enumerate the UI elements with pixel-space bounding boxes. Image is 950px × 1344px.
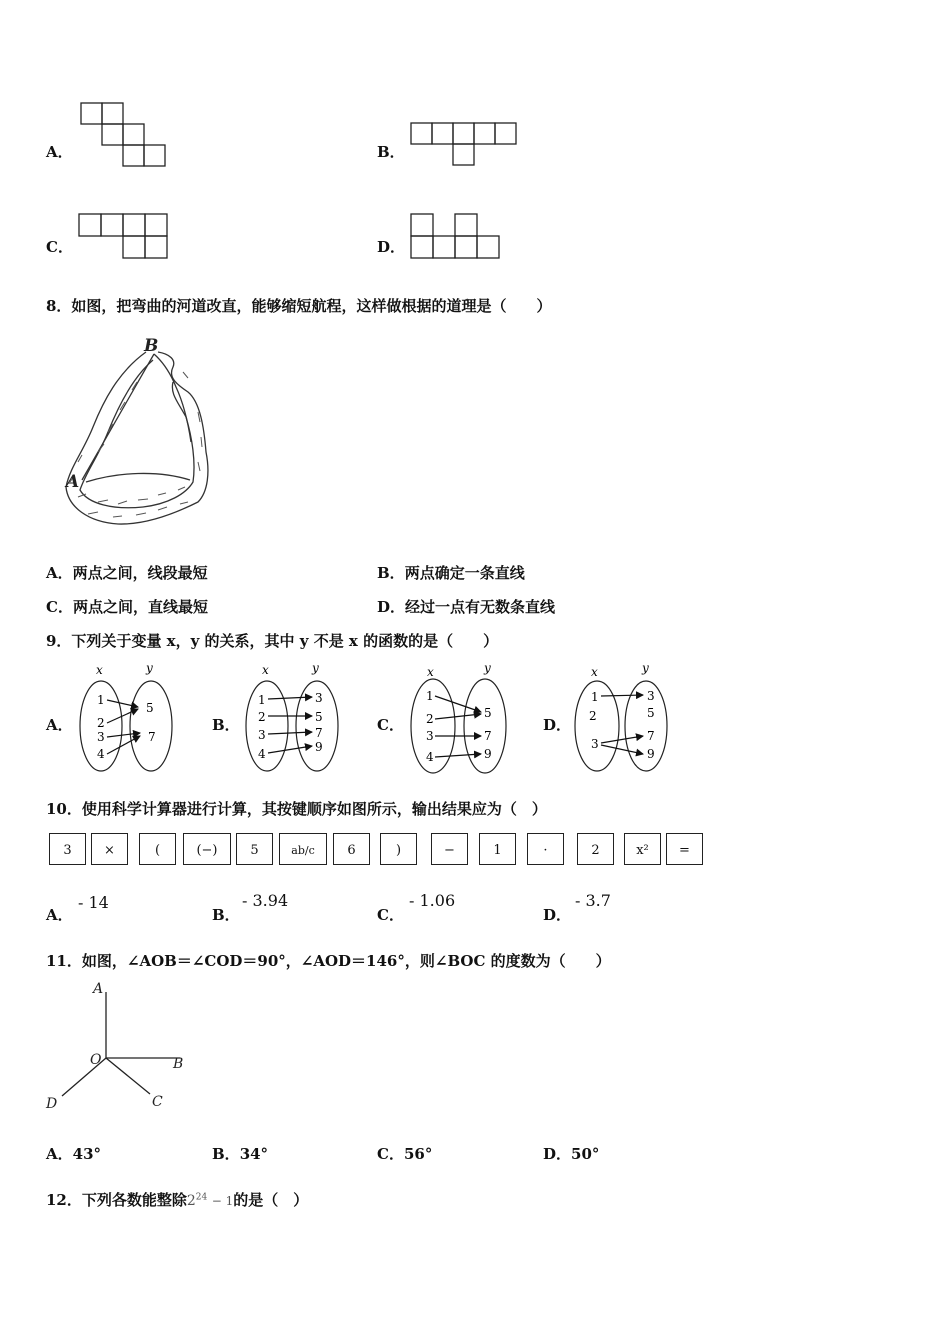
q9-option-c-label: C． <box>377 716 404 734</box>
q9a-left-4: 4 <box>97 747 105 761</box>
calc-key-square[interactable]: x² <box>624 833 661 865</box>
q9b-right-1: 3 <box>315 691 323 705</box>
calc-key-negative[interactable]: (−) <box>183 833 231 865</box>
q12-question <box>46 1189 308 1210</box>
q9-question: 9．下列关于变量 x，y 的关系，其中 y 不是 x 的函数的是（ ） <box>46 632 499 650</box>
q11-option-b-text: 34° <box>239 1145 269 1163</box>
q7-option-d-net <box>408 211 502 261</box>
q9d-right-4: 9 <box>647 747 655 761</box>
q11-label-d: D <box>46 1096 58 1112</box>
q10-option-b-label: B． <box>212 906 240 924</box>
q8-option-b-label: B． <box>377 564 405 582</box>
q9b-right-3: 7 <box>315 726 323 740</box>
q7-option-a-label: A． <box>46 143 73 161</box>
q8-river-figure <box>58 332 218 536</box>
q9a-y-axis: y <box>146 661 153 675</box>
q9d-y-axis: y <box>642 661 649 675</box>
q8-option-d-text: 经过一点有无数条直线 <box>405 598 556 616</box>
calc-key-equals[interactable]: = <box>666 833 703 865</box>
q9-option-c-mapping <box>405 660 511 776</box>
calc-key-decimal[interactable]: · <box>527 833 564 865</box>
q9d-left-2: 2 <box>589 709 597 723</box>
q9a-left-3: 3 <box>97 730 105 744</box>
calc-key-fraction[interactable]: ab/c <box>279 833 327 865</box>
q9d-right-2: 5 <box>647 706 655 720</box>
q8-question: 8．如图，把弯曲的河道改直，能够缩短航程，这样做根据的道理是（ ） <box>46 297 552 315</box>
q9-option-b-label: B． <box>212 716 240 734</box>
q10-option-d-value: - 3.7 <box>575 891 611 910</box>
q9-option-d-mapping <box>571 660 675 776</box>
q9c-x-axis: x <box>427 665 434 679</box>
q8-option-b-text: 两点确定一条直线 <box>404 564 525 582</box>
q11-label-o: O <box>90 1052 102 1068</box>
calc-key-5[interactable]: 5 <box>236 833 273 865</box>
q9b-right-2: 5 <box>315 710 323 724</box>
q9c-right-2: 7 <box>484 729 492 743</box>
q10-option-a-value: - 14 <box>78 893 109 912</box>
q9b-x-axis: x <box>262 663 269 677</box>
q11-option-a-label: A． <box>46 1145 73 1163</box>
q12-expression: $2^{24} - 1$ <box>186 1192 234 1209</box>
q11-option-c-label: C． <box>377 1145 404 1163</box>
q9a-left-2: 2 <box>97 716 105 730</box>
q12-suffix: 的是（ ） <box>233 1191 309 1209</box>
calc-key-multiply[interactable]: × <box>91 833 128 865</box>
calc-key-2[interactable]: 2 <box>577 833 614 865</box>
q11-option-d-text: 50° <box>571 1145 600 1163</box>
q11-label-c: C <box>152 1094 163 1110</box>
calc-key-right-paren[interactable]: ) <box>380 833 417 865</box>
q11-option-c-text: 56° <box>403 1145 433 1163</box>
q9c-left-1: 1 <box>426 689 434 703</box>
q11-option-d-label: D． <box>543 1145 572 1163</box>
q11-option-b-label: B． <box>212 1145 240 1163</box>
q9b-left-3: 3 <box>258 728 266 742</box>
q9c-left-3: 3 <box>426 729 434 743</box>
q10-question: 10．使用科学计算器进行计算，其按键顺序如图所示，输出结果应为（ ） <box>46 800 547 818</box>
q7-option-a-net <box>78 100 170 170</box>
q9a-right-1: 5 <box>146 701 154 715</box>
q9d-right-3: 7 <box>647 729 655 743</box>
q10-option-c-value: - 1.06 <box>409 891 456 910</box>
q7-option-c-label: C． <box>46 238 73 256</box>
q8-option-d-label: D． <box>377 598 406 616</box>
q7-option-b-label: B． <box>377 143 405 161</box>
q9c-left-2: 2 <box>426 712 434 726</box>
q9d-x-axis: x <box>591 665 598 679</box>
q9-option-a-label: A． <box>46 716 73 734</box>
q10-option-c-label: C． <box>377 906 404 924</box>
q9b-y-axis: y <box>312 661 319 675</box>
q10-option-b-value: - 3.94 <box>242 891 289 910</box>
q9d-right-1: 3 <box>647 689 655 703</box>
q9b-left-1: 1 <box>258 693 266 707</box>
calc-key-left-paren[interactable]: ( <box>139 833 176 865</box>
q9c-right-3: 9 <box>484 747 492 761</box>
q11-label-a: A <box>93 981 104 997</box>
q9b-right-4: 9 <box>315 740 323 754</box>
q9a-x-axis: x <box>96 663 103 677</box>
q7-option-b-net <box>408 120 522 170</box>
q9-option-b-mapping <box>240 660 344 776</box>
q8-option-c-label: C． <box>46 598 73 616</box>
q9c-left-4: 4 <box>426 750 434 764</box>
q9c-y-axis: y <box>484 661 491 675</box>
q11-angle-figure <box>40 976 200 1114</box>
q8-point-a: A <box>66 472 80 492</box>
q12-prefix: 12．下列各数能整除 <box>46 1191 187 1209</box>
q9b-left-4: 4 <box>258 747 266 761</box>
q11-question: 11．如图，∠AOB＝∠COD＝90°，∠AOD＝146°，则∠BOC 的度数为（ ） <box>46 952 611 970</box>
q9a-right-2: 7 <box>148 730 156 744</box>
q7-option-c-net <box>76 211 172 261</box>
q8-point-b: B <box>144 336 159 356</box>
q9d-left-3: 3 <box>591 737 599 751</box>
q9c-right-1: 5 <box>484 706 492 720</box>
calc-key-1[interactable]: 1 <box>479 833 516 865</box>
q9a-left-1: 1 <box>97 693 105 707</box>
q8-option-a-label: A． <box>46 564 73 582</box>
q10-option-a-label: A． <box>46 906 73 924</box>
calc-key-3[interactable]: 3 <box>49 833 86 865</box>
q9d-left-1: 1 <box>591 690 599 704</box>
q9b-left-2: 2 <box>258 710 266 724</box>
q8-option-a-text: 两点之间，线段最短 <box>72 564 208 582</box>
q10-option-d-label: D． <box>543 906 572 924</box>
q8-option-c-text: 两点之间，直线最短 <box>72 598 208 616</box>
q11-option-a-text: 43° <box>72 1145 102 1163</box>
q11-label-b: B <box>173 1056 184 1072</box>
q7-option-d-label: D． <box>377 238 406 256</box>
calc-key-6[interactable]: 6 <box>333 833 370 865</box>
q9-option-a-mapping <box>74 660 178 776</box>
q9-option-d-label: D． <box>543 716 572 734</box>
calc-key-minus[interactable]: − <box>431 833 468 865</box>
